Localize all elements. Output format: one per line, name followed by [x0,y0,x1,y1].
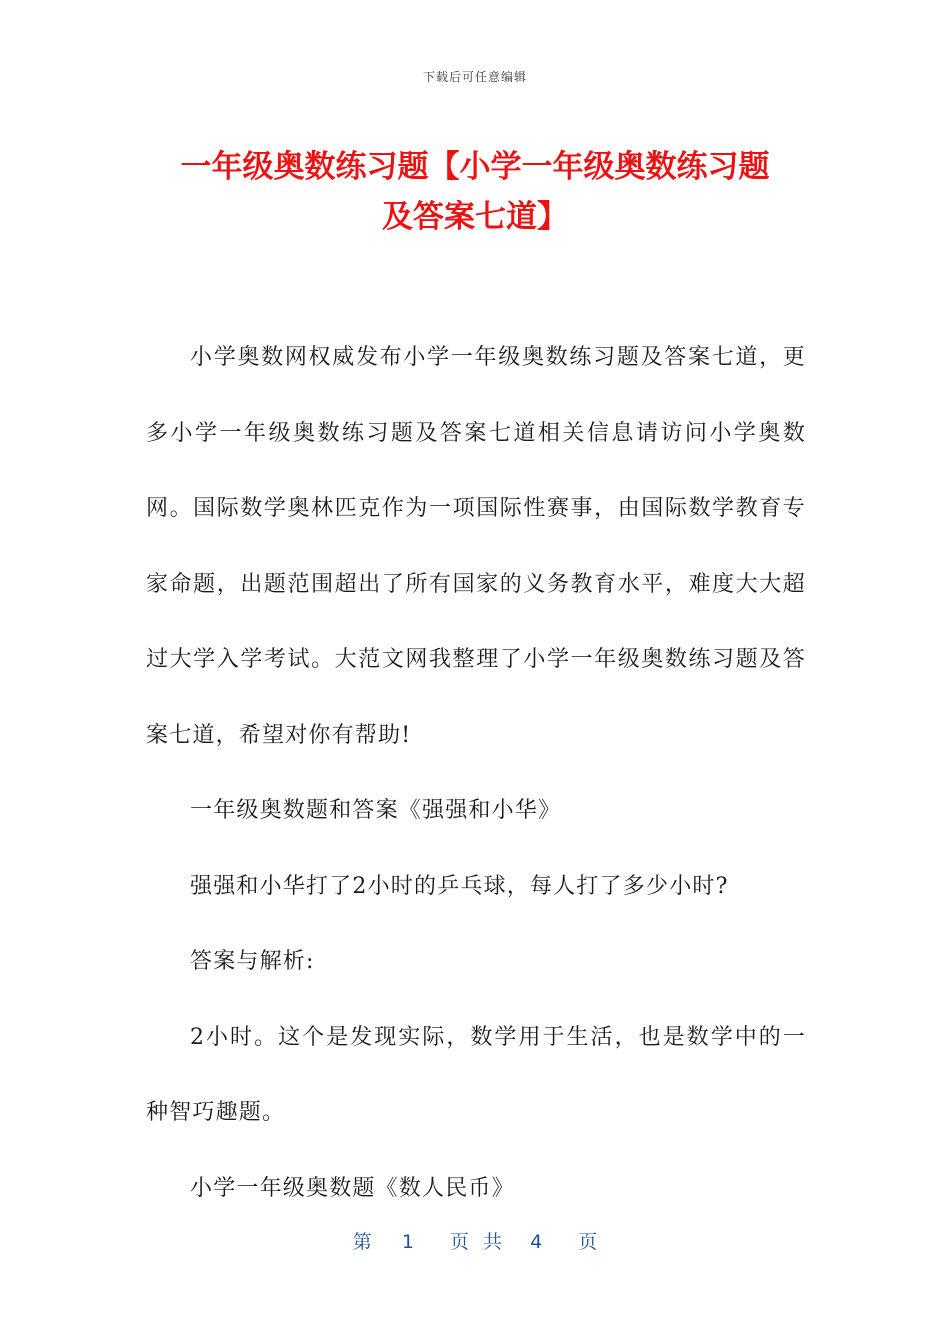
answer-label: 答案与解析: [190,949,315,974]
question-paragraph: 强强和小华打了2小时的乒乓球，每人打了多少小时? [190,873,729,899]
footer-total-unit: 页 [578,1231,598,1253]
section-heading-rmb: 小学一年级奥数题《数人民币》 [190,1175,515,1201]
footer-page-unit: 页 [449,1231,469,1253]
document-title-line-1: 一年级奥数练习题【小学一年级奥数练习题 [180,149,770,185]
footer-current-page: 1 [401,1231,414,1253]
answer-paragraph: 2小时。这个是发现实际，数学用于生活，也是数学中的一种智巧趣题。 [146,1024,806,1125]
footer-total-label: 共 [483,1231,503,1253]
section-heading-qiangqiang: 一年级奥数题和答案《强强和小华》 [190,798,562,823]
page-header-note: 下载后可任意编辑 [422,70,527,84]
footer-total-pages: 4 [530,1231,543,1253]
footer-page-label: 第 [352,1231,372,1253]
document-title-line-2: 及答案七道】 [382,199,568,235]
page-footer [0,1227,950,1254]
intro-paragraph: 小学奥数网权威发布小学一年级奥数练习题及答案七道，更多小学一年级奥数练习题及答案七道相关信息请访问小学奥数网。国际数学奥林匹克作为一项国际性赛事，由国际数学教育专家命题，出题范围超出了所有国家的义务教育水平，难度大大超过大学入学考试。大范文网我整理了小学一年级奥数练习题及答案七道，希望对你有帮助! [146,345,806,748]
document-body [146,320,806,1226]
document-title [140,142,810,242]
